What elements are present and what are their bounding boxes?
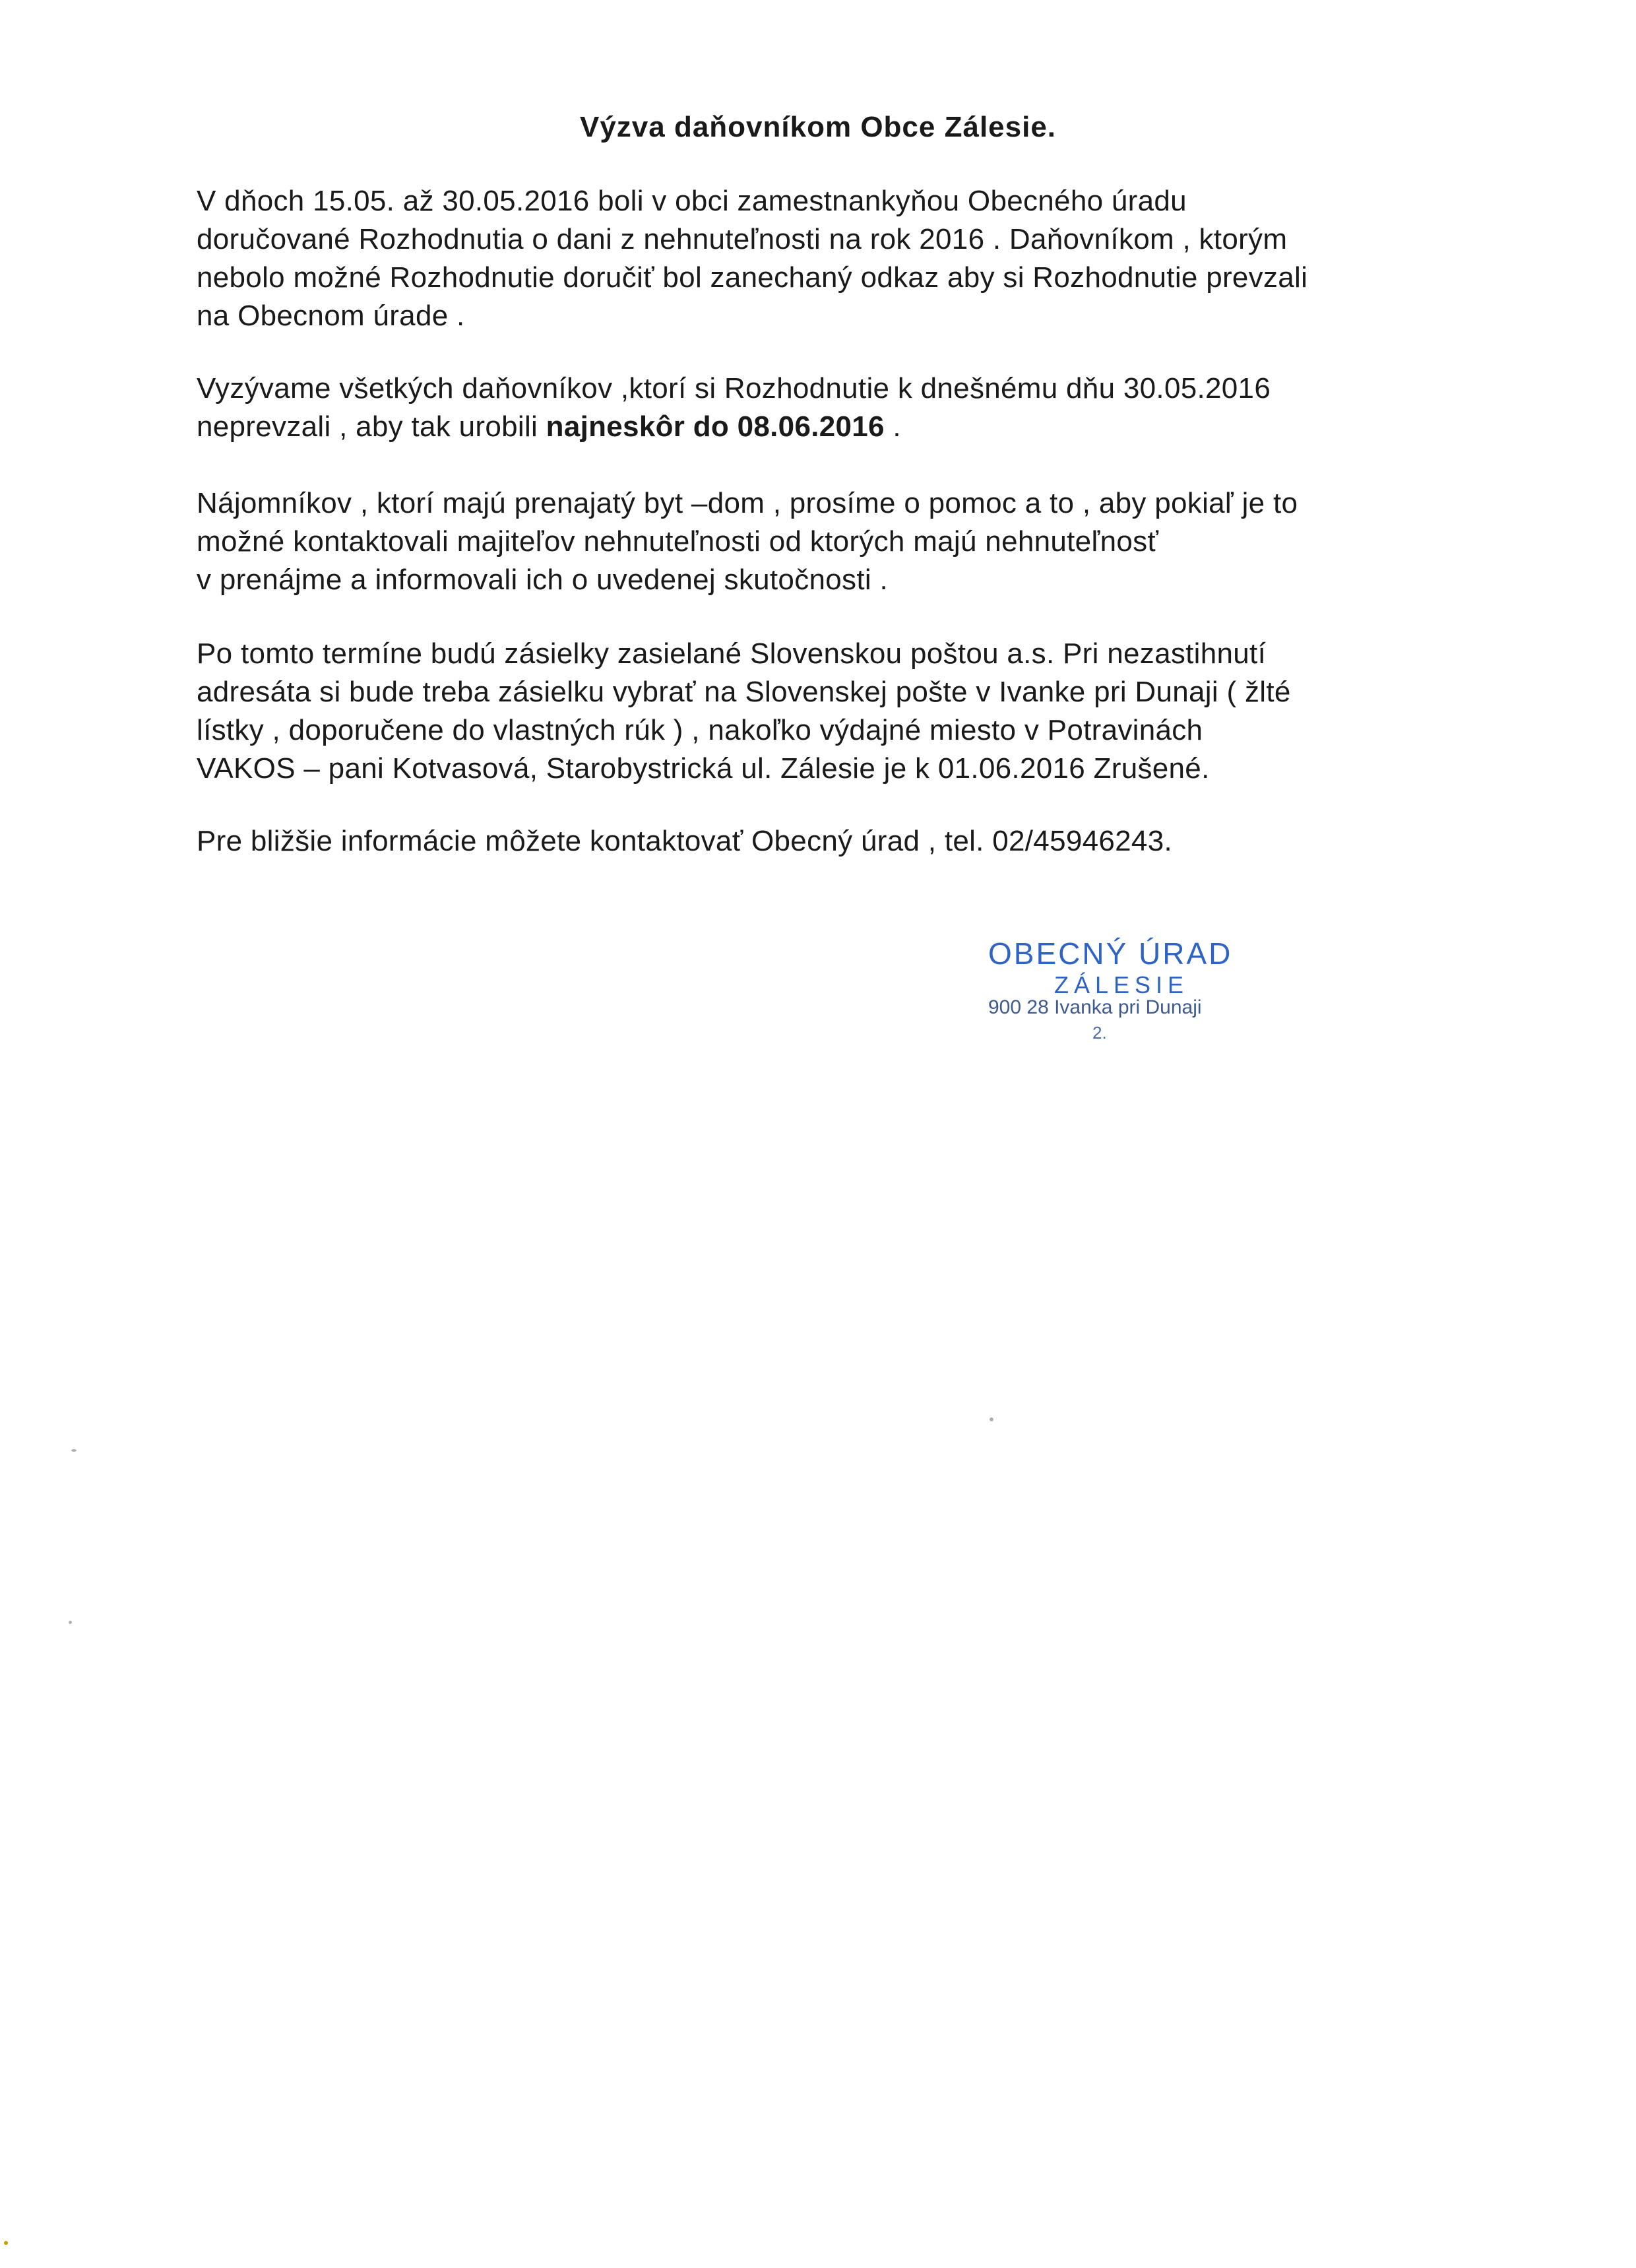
paragraph-line: VAKOS – pani Kotvasová, Starobystrická ul. Zálesie je k 01.06.2016 Zrušené. <box>197 752 1210 785</box>
stamp-number: 2. <box>1092 1023 1107 1043</box>
stamp-office-name: OBECNÝ ÚRAD <box>988 936 1233 971</box>
paragraph-tenants <box>197 484 1463 599</box>
paragraph-line: Nájomníkov , ktorí majú prenajatý byt –dom , prosíme o pomoc a to , aby pokiaľ je to <box>197 487 1298 519</box>
paragraph-line: Po tomto termíne budú zásielky zasielané Slovenskou poštou a.s. Pri nezastihnutí <box>197 637 1267 670</box>
scan-speck <box>69 1621 72 1624</box>
deadline-prefix: neprevzali , aby tak urobili <box>197 410 546 443</box>
paragraph-line: na Obecnom úrade . <box>197 300 465 332</box>
scan-speck <box>990 1417 993 1421</box>
paragraph-call-to-collect <box>197 370 1463 446</box>
stamp-address: 900 28 Ivanka pri Dunaji <box>988 996 1202 1018</box>
paragraph-delivery-info <box>197 182 1463 335</box>
stamp-village: ZÁLESIE <box>1054 971 1189 998</box>
document-title: Výzva daňovníkom Obce Zálesie. <box>579 111 1057 143</box>
paragraph-contact <box>197 822 1463 860</box>
paragraph-line: možné kontaktovali majiteľov nehnuteľnosti od ktorých majú nehnuteľnosť <box>197 525 1159 558</box>
scan-speck <box>4 2241 8 2245</box>
paragraph-line: Vyzývame všetkých daňovníkov ,ktorí si Rozhodnutie k dnešnému dňu 30.05.2016 <box>197 372 1271 405</box>
deadline-suffix: . <box>884 410 901 443</box>
paragraph-line: nebolo možné Rozhodnutie doručiť bol zanechaný odkaz aby si Rozhodnutie prevzali <box>197 261 1308 294</box>
paragraph-line: v prenájme a informovali ich o uvedenej skutočnosti . <box>197 564 888 596</box>
paragraph-line: lístky , doporučene do vlastných rúk ) , nakoľko výdajné miesto v Potravinách <box>197 714 1203 746</box>
paragraph-line <box>197 408 1463 446</box>
scan-speck <box>71 1449 77 1452</box>
paragraph-line: V dňoch 15.05. až 30.05.2016 boli v obci zamestnankyňou Obecného úradu <box>197 185 1187 217</box>
deadline-date: najneskôr do 08.06.2016 <box>546 410 885 443</box>
paragraph-postal-delivery <box>197 635 1463 788</box>
paragraph-line: adresáta si bude treba zásielku vybrať na Slovenskej pošte v Ivanke pri Dunaji ( žlté <box>197 676 1291 708</box>
office-stamp <box>982 936 1298 1061</box>
paragraph-line: doručované Rozhodnutia o dani z nehnuteľnosti na rok 2016 . Daňovníkom , ktorým <box>197 223 1288 255</box>
contact-line: Pre bližšie informácie môžete kontaktovať Obecný úrad , tel. 02/45946243. <box>197 825 1172 857</box>
